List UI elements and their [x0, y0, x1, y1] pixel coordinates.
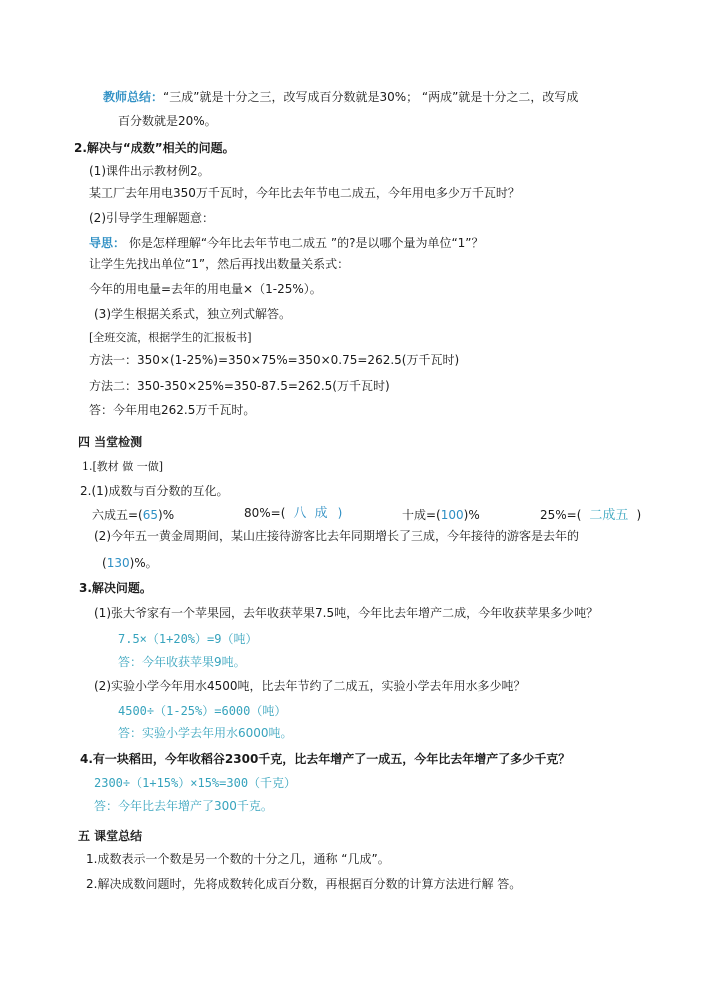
fill-blank-4	[540, 507, 641, 524]
section2-problem: 某工厂去年用电350万千瓦时，今年比去年节电二成五，今年用电多少万千瓦时？	[89, 186, 520, 200]
teacher-summary-text: “三成”就是十分之三，改写成百分数就是30%； “两成”就是十分之二，改写成	[163, 90, 579, 104]
fill4-post: )	[636, 508, 642, 522]
section4-item2-title: 2.(1)成数与百分数的互化。	[80, 484, 229, 498]
section2-step2: (2)引导学生理解题意：	[89, 211, 214, 225]
section5-point1: 1.成数表示一个数是另一个数的十分之几，通称 “几成”。	[86, 852, 390, 866]
fill2-post: )	[337, 506, 343, 520]
question-2-calc: 4500÷（1-25%）=6000（吨）	[118, 704, 287, 718]
item4-calc: 2300÷（1+15%）×15%=300（千克）	[94, 776, 297, 790]
fill-blank-2	[244, 505, 342, 522]
section5-title: 五 课堂总结	[78, 829, 143, 843]
question-2: (2)实验小学今年用水4500吨，比去年节约了二成五，实验小学去年用水多少吨？	[94, 679, 526, 693]
section4-item4-title: 4.有一块稻田，今年收稻谷2300千克，比去年增产了一成五，今年比去年增产了多少千克？	[80, 752, 571, 766]
teacher-summary-line1	[103, 89, 578, 105]
question-1-answer: 答：今年收获苹果9吨。	[118, 655, 246, 669]
section5-point2: 2.解决成数问题时，先将成数转化成百分数，再根据百分数的计算方法进行解 答。	[86, 877, 522, 891]
guide-text: 你是怎样理解“今年比去年节电二成五 ”的?是以哪个量为单位“1”？	[125, 236, 484, 250]
item2-2-ans-post: )%。	[129, 556, 158, 570]
section2-step3: (3)学生根据关系式，独立列式解答。	[94, 307, 291, 321]
method-one: 方法一：350×(1-25%)=350×75%=350×0.75=262.5(万千瓦时)	[89, 353, 460, 367]
section2-instruction: 让学生先找出单位“1”，然后再找出数量关系式：	[89, 257, 350, 271]
section4-item2-2: (2)今年五一黄金周期间，某山庄接待游客比去年同期增长了三成，今年接待的游客是去年的	[94, 529, 580, 543]
section4-item3-title: 3.解决问题。	[79, 581, 152, 595]
section4-title: 四 当堂检测	[78, 435, 143, 449]
section4-item1: 1.[教材 做 一做]	[82, 460, 164, 473]
fill1-answer: 65	[142, 508, 159, 522]
fill2-answer: 八 成	[293, 506, 330, 521]
item2-2-ans-pre: (	[102, 556, 107, 570]
fill4-pre: 25%=(	[540, 508, 582, 522]
section4-item2-2-answer	[102, 555, 158, 571]
item2-2-answer-value: 130	[106, 556, 130, 570]
section2-answer: 答：今年用电262.5万千瓦时。	[89, 403, 256, 417]
section2-relation: 今年的用电量=去年的用电量×（1-25%）。	[89, 282, 322, 296]
question-2-answer: 答：实验小学去年用水6000吨。	[118, 726, 293, 740]
method-two: 方法二：350-350×25%=350-87.5=262.5(万千瓦时)	[89, 379, 390, 393]
guide-label: 导思：	[89, 236, 126, 250]
fill-blank-1	[92, 507, 174, 523]
fill1-pre: 六成五=(	[92, 508, 143, 522]
item4-answer: 答：今年比去年增产了300千克。	[94, 799, 273, 813]
guide-line	[89, 235, 484, 251]
section2-step1: (1)课件出示教材例2。	[89, 164, 210, 178]
teacher-summary-line2: 百分数就是20%。	[118, 114, 217, 128]
fill1-post: )%	[158, 508, 175, 522]
question-1-calc: 7.5×（1+20%）=9（吨）	[118, 632, 258, 646]
fill-blank-3	[402, 507, 480, 523]
question-1: (1)张大爷家有一个苹果园，去年收获苹果7.5吨，今年比去年增产二成，今年收获苹果多少吨？	[94, 606, 599, 620]
teacher-summary-label: 教师总结：	[103, 90, 164, 104]
fill3-pre: 十成=(	[402, 508, 441, 522]
fill2-pre: 80%=(	[244, 506, 286, 520]
fill4-answer: 二成五	[589, 508, 629, 523]
fill3-answer: 100	[440, 508, 464, 522]
fill3-post: )%	[463, 508, 480, 522]
section2-exchange: [全班交流，根据学生的汇报板书]	[89, 331, 252, 344]
section2-title: 2.解决与“成数”相关的问题。	[74, 141, 235, 155]
